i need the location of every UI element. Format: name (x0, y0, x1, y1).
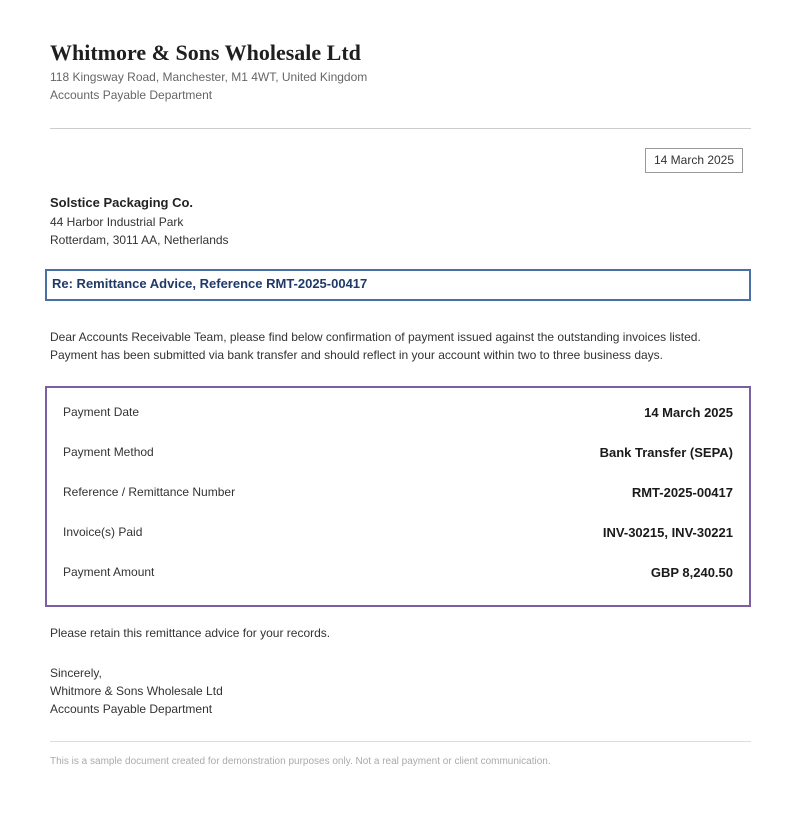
letter-date: 14 March 2025 (645, 148, 743, 173)
closing-salutation: Sincerely, (50, 666, 102, 680)
detail-value: GBP 8,240.50 (650, 564, 733, 580)
detail-label: Reference / Remittance Number (63, 485, 236, 499)
sender-company-name: Whitmore & Sons Wholesale Ltd (50, 40, 361, 65)
closing-department: Accounts Payable Department (50, 702, 213, 716)
detail-row-payment-method (63, 442, 733, 462)
subject-box (45, 269, 751, 301)
footnote-disclaimer: This is a sample document created for demonstration purposes only. Not a real payment or client communication. (50, 756, 551, 767)
detail-row-invoices-paid (63, 522, 733, 542)
detail-label: Payment Amount (63, 565, 155, 579)
detail-value: RMT-2025-00417 (631, 484, 733, 500)
closing-company: Whitmore & Sons Wholesale Ltd (50, 684, 223, 698)
detail-row-payment-date (63, 402, 733, 422)
detail-row-reference (63, 482, 733, 502)
header-divider (50, 128, 751, 129)
recipient-address-line1: 44 Harbor Industrial Park (50, 215, 184, 229)
body-line: Payment has been submitted via bank transfer and should reflect in your account within two to three business days. (50, 348, 664, 362)
detail-row-payment-amount (63, 562, 733, 582)
recipient-address-line2: Rotterdam, 3011 AA, Netherlands (50, 233, 229, 247)
sender-department: Accounts Payable Department (50, 88, 213, 102)
footer-divider (50, 741, 751, 742)
detail-value: Bank Transfer (SEPA) (599, 444, 733, 460)
detail-label: Invoice(s) Paid (63, 525, 143, 539)
body-paragraph (50, 328, 750, 364)
sender-address: 118 Kingsway Road, Manchester, M1 4WT, United Kingdom (50, 70, 368, 84)
body-line: Dear Accounts Receivable Team, please find below confirmation of payment issued against the outstanding invoices listed. (50, 330, 701, 344)
detail-value: 14 March 2025 (644, 404, 733, 420)
detail-value: INV-30215, INV-30221 (602, 524, 733, 540)
payment-details-box (45, 386, 751, 607)
recipient-name: Solstice Packaging Co. (50, 195, 194, 210)
subject-line: Re: Remittance Advice, Reference RMT-2025-00417 (52, 276, 368, 291)
retain-note: Please retain this remittance advice for your records. (50, 626, 331, 640)
detail-label: Payment Date (63, 405, 140, 419)
detail-label: Payment Method (63, 445, 154, 459)
